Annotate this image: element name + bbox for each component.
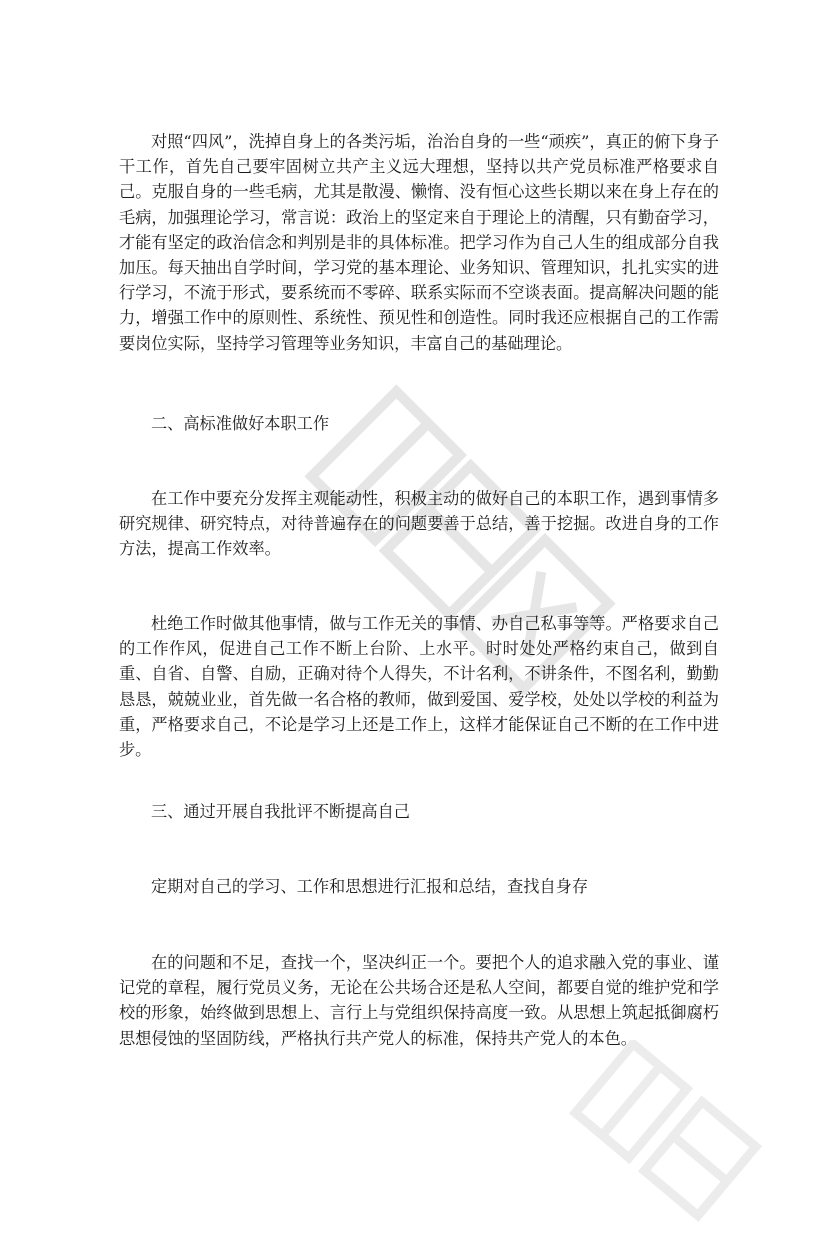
paragraph-5 [119,950,719,1051]
paragraph-1-text: 对照“四风”，洗掉自身上的各类污垢，治治自身的一些“顽疾”，真正的俯下身子干工作，首先自己要牢固树立共产主义远大理想，坚持以共产党员标准严格要求自己。克服自身的一些毛病，尤其是散漫、懒惰、没有恒心这些长期以来在身上存在的毛病，加强理论学习，常言说：政治上的坚定来自于理论上的清醒，只有勤奋学习，才能有坚定的政治信念和判别是非的具体标准。把学习作为自己人生的组成部分自我加压。每天抽出自学时间，学习党的基本理论、业务知识、管理知识，扎扎实实的进行学习，不流于形式，要系统而不零碎、联系实际而不空谈表面。提高解决问题的能力，增强工作中的原则性、系统性、预见性和创造性。同时我还应根据自己的工作需要岗位实际，坚持学习管理等业务知识，丰富自己的基础理论。 [119,132,719,353]
paragraph-5-text: 在的问题和不足，查找一个，坚决纠正一个。要把个人的追求融入党的事业、谨记党的章程，履行党员义务，无论在公共场合还是私人空间，都要自觉的维护党和学校的形象，始终做到思想上、言行上与党组织保持高度一致。从思想上筑起抵御腐朽思想侵蚀的坚固防线，严格执行共产党人的标准，保持共产党人的本色。 [119,953,719,1048]
section-heading-2: 二、高标准做好本职工作 [151,414,330,433]
paragraph-3-text: 杜绝工作时做其他事情，做与工作无关的事情、办自己私事等等。严格要求自己的工作作风，促进自己工作不断上台阶、上水平。时时处处严格约束自己，做到自重、自省、自警、自励，正确对待个人得失，不计名利，不讲条件，不图名利，勤勤恳恳，兢兢业业，首先做一名合格的教师，做到爱国、爱学校，处处以学校的利益为重，严格要求自己，不论是学习上还是工作上，这样才能保证自己不断的在工作中进步。 [119,614,719,760]
paragraph-2-text: 在工作中要充分发挥主观能动性，积极主动的做好自己的本职工作，遇到事情多研究规律、研究特点，对待普遍存在的问题要善于总结，善于挖掘。改进自身的工作方法，提高工作效率。 [119,489,719,559]
watermark-logo-lower [520,1040,820,1240]
paragraph-3 [119,611,719,762]
paragraph-1 [119,129,719,356]
paragraph-4 [119,874,719,899]
section-heading-3: 三、通过开展自我批评不断提高自己 [151,802,410,821]
paragraph-2 [119,486,719,562]
paragraph-4-text: 定期对自己的学习、工作和思想进行汇报和总结，查找自身存 [151,877,589,896]
